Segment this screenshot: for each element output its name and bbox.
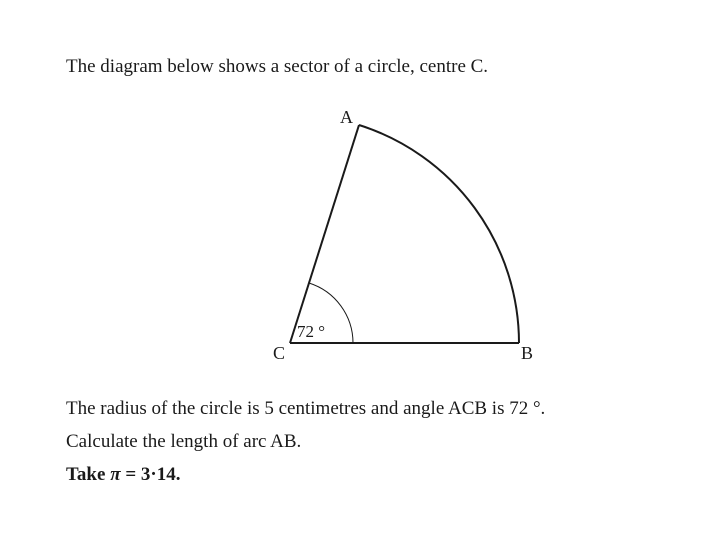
angle-label: 72 °: [297, 322, 326, 341]
take-prefix: Take: [66, 464, 111, 485]
pi-symbol: π: [110, 464, 121, 485]
task-statement: Calculate the length of arc AB.: [66, 431, 302, 452]
label-a: A: [340, 107, 353, 127]
radius-ca: [290, 125, 359, 343]
arc-ab: [359, 125, 519, 343]
label-c: C: [273, 343, 286, 363]
intro-text: The diagram below shows a sector of a circle, centre C.: [66, 56, 489, 77]
pi-instruction: [66, 464, 180, 486]
label-b: B: [521, 343, 534, 363]
radius-statement: The radius of the circle is 5 centimetres and angle ACB is 72 °.: [66, 398, 546, 419]
take-suffix: = 3·14.: [120, 464, 181, 485]
